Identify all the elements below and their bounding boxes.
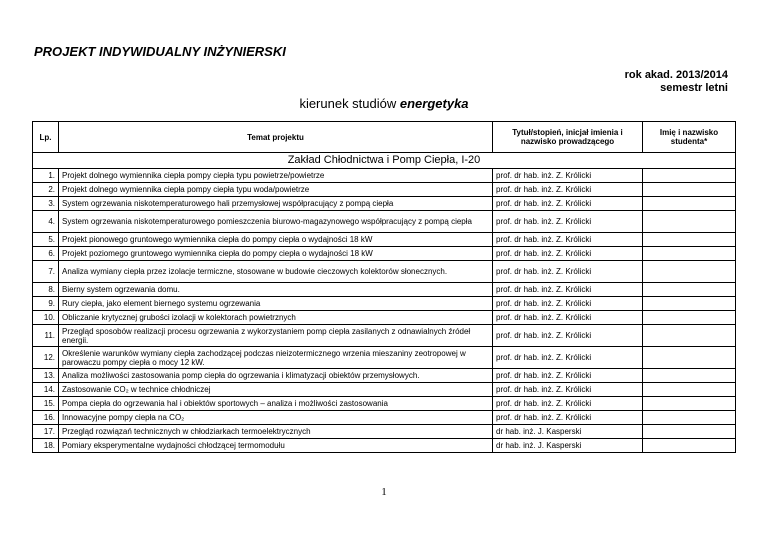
table-row xyxy=(33,347,736,369)
row-student xyxy=(643,383,736,397)
row-student xyxy=(643,311,736,325)
row-student xyxy=(643,283,736,297)
semester: semestr letni xyxy=(660,82,728,94)
row-number: 7. xyxy=(33,261,59,283)
header-supervisor: Tytuł/stopień, inicjał imienia i nazwisko prowadzącego xyxy=(493,122,643,153)
row-student xyxy=(643,297,736,311)
row-supervisor: prof. dr hab. inż. Z. Królicki xyxy=(493,311,643,325)
row-topic: Przegląd rozwiązań technicznych w chłodziarkach termoelektrycznych xyxy=(59,425,493,439)
row-topic: Innowacyjne pompy ciepła na CO₂ xyxy=(59,411,493,425)
row-topic: Przegląd sposobów realizacji procesu ogrzewania z wykorzystaniem pomp ciepła zasilanych z odnawialnych źródeł energii. xyxy=(59,325,493,347)
row-number: 15. xyxy=(33,397,59,411)
table-row xyxy=(33,325,736,347)
row-student xyxy=(643,439,736,453)
row-topic: Bierny system ogrzewania domu. xyxy=(59,283,493,297)
table-row xyxy=(33,439,736,453)
table-row xyxy=(33,233,736,247)
table-row xyxy=(33,283,736,297)
row-student xyxy=(643,211,736,233)
row-student xyxy=(643,411,736,425)
table-row xyxy=(33,183,736,197)
row-supervisor: prof. dr hab. inż. Z. Królicki xyxy=(493,325,643,347)
table-row xyxy=(33,311,736,325)
row-number: 8. xyxy=(33,283,59,297)
row-topic: Zastosowanie CO₂ w technice chłodniczej xyxy=(59,383,493,397)
table-row xyxy=(33,297,736,311)
row-student xyxy=(643,369,736,383)
row-supervisor: prof. dr hab. inż. Z. Królicki xyxy=(493,411,643,425)
table-row xyxy=(33,261,736,283)
table-row xyxy=(33,383,736,397)
row-topic: Pompa ciepła do ogrzewania hal i obiektów sportowych – analiza i możliwości zastosowania xyxy=(59,397,493,411)
academic-year: rok akad. 2013/2014 xyxy=(624,69,728,81)
row-number: 5. xyxy=(33,233,59,247)
document-title: PROJEKT INDYWIDUALNY INŻYNIERSKI xyxy=(34,44,286,59)
row-supervisor: prof. dr hab. inż. Z. Królicki xyxy=(493,397,643,411)
row-topic: Analiza wymiany ciepła przez izolacje termiczne, stosowane w budowie cieczowych kolektorów słonecznych. xyxy=(59,261,493,283)
row-student xyxy=(643,233,736,247)
section-header: Zakład Chłodnictwa i Pomp Ciepła, I-20 xyxy=(33,153,736,169)
row-number: 10. xyxy=(33,311,59,325)
row-topic: Projekt dolnego wymiennika ciepła pompy ciepła typu powietrze/powietrze xyxy=(59,169,493,183)
row-topic: Pomiary eksperymentalne wydajności chłodzącej termomodułu xyxy=(59,439,493,453)
field-of-study-value: energetyka xyxy=(399,96,469,111)
row-supervisor: dr hab. inż. J. Kasperski xyxy=(493,425,643,439)
row-number: 18. xyxy=(33,439,59,453)
row-supervisor: prof. dr hab. inż. Z. Królicki xyxy=(493,169,643,183)
row-student xyxy=(643,247,736,261)
row-topic: Projekt poziomego gruntowego wymiennika ciepła do pompy ciepła o wydajności 18 kW xyxy=(59,247,493,261)
header-topic: Temat projektu xyxy=(59,122,493,153)
row-supervisor: prof. dr hab. inż. Z. Królicki xyxy=(493,261,643,283)
row-topic: Określenie warunków wymiany ciepła zachodzącej podczas nieizotermicznego wrzenia mieszaniny zeotropowej w parowaczu pompy ciepła o mocy 12 kW. xyxy=(59,347,493,369)
row-number: 12. xyxy=(33,347,59,369)
row-number: 14. xyxy=(33,383,59,397)
row-student xyxy=(643,325,736,347)
header-student: Imię i nazwisko studenta* xyxy=(643,122,736,153)
projects-table xyxy=(32,121,736,453)
row-topic: System ogrzewania niskotemperaturowego hali przemysłowej współpracujący z pompą ciepła xyxy=(59,197,493,211)
field-of-study xyxy=(0,96,768,111)
row-supervisor: prof. dr hab. inż. Z. Królicki xyxy=(493,183,643,197)
row-number: 3. xyxy=(33,197,59,211)
row-number: 17. xyxy=(33,425,59,439)
row-supervisor: prof. dr hab. inż. Z. Królicki xyxy=(493,233,643,247)
row-number: 13. xyxy=(33,369,59,383)
row-supervisor: dr hab. inż. J. Kasperski xyxy=(493,439,643,453)
row-number: 9. xyxy=(33,297,59,311)
row-student xyxy=(643,347,736,369)
row-topic: Obliczanie krytycznej grubości izolacji w kolektorach powietrznych xyxy=(59,311,493,325)
page-number: 1 xyxy=(381,486,387,498)
row-student xyxy=(643,425,736,439)
row-number: 4. xyxy=(33,211,59,233)
row-supervisor: prof. dr hab. inż. Z. Królicki xyxy=(493,247,643,261)
field-of-study-label: kierunek studiów xyxy=(299,96,397,111)
row-topic: Analiza możliwości zastosowania pomp ciepła do ogrzewania i klimatyzacji obiektów przemysłowych. xyxy=(59,369,493,383)
row-topic: Rury ciepła, jako element biernego systemu ogrzewania xyxy=(59,297,493,311)
table-row xyxy=(33,369,736,383)
row-student xyxy=(643,183,736,197)
academic-year-block xyxy=(625,69,728,95)
row-supervisor: prof. dr hab. inż. Z. Królicki xyxy=(493,383,643,397)
row-student xyxy=(643,197,736,211)
row-number: 11. xyxy=(33,325,59,347)
header-lp: Lp. xyxy=(33,122,59,153)
table-row xyxy=(33,411,736,425)
table-row xyxy=(33,247,736,261)
row-topic: System ogrzewania niskotemperaturowego pomieszczenia biurowo-magazynowego współpracujący z pompą ciepła xyxy=(59,211,493,233)
row-number: 2. xyxy=(33,183,59,197)
table-row xyxy=(33,169,736,183)
table-row xyxy=(33,397,736,411)
row-supervisor: prof. dr hab. inż. Z. Królicki xyxy=(493,347,643,369)
row-topic: Projekt pionowego gruntowego wymiennika ciepła do pompy ciepła o wydajności 18 kW xyxy=(59,233,493,247)
row-student xyxy=(643,397,736,411)
row-supervisor: prof. dr hab. inż. Z. Królicki xyxy=(493,197,643,211)
row-number: 1. xyxy=(33,169,59,183)
table-row xyxy=(33,425,736,439)
table-row xyxy=(33,197,736,211)
row-supervisor: prof. dr hab. inż. Z. Królicki xyxy=(493,283,643,297)
row-number: 6. xyxy=(33,247,59,261)
row-supervisor: prof. dr hab. inż. Z. Królicki xyxy=(493,211,643,233)
row-student xyxy=(643,261,736,283)
row-supervisor: prof. dr hab. inż. Z. Królicki xyxy=(493,369,643,383)
row-topic: Projekt dolnego wymiennika ciepła pompy ciepła typu woda/powietrze xyxy=(59,183,493,197)
row-supervisor: prof. dr hab. inż. Z. Królicki xyxy=(493,297,643,311)
table-row xyxy=(33,211,736,233)
row-number: 16. xyxy=(33,411,59,425)
row-student xyxy=(643,169,736,183)
